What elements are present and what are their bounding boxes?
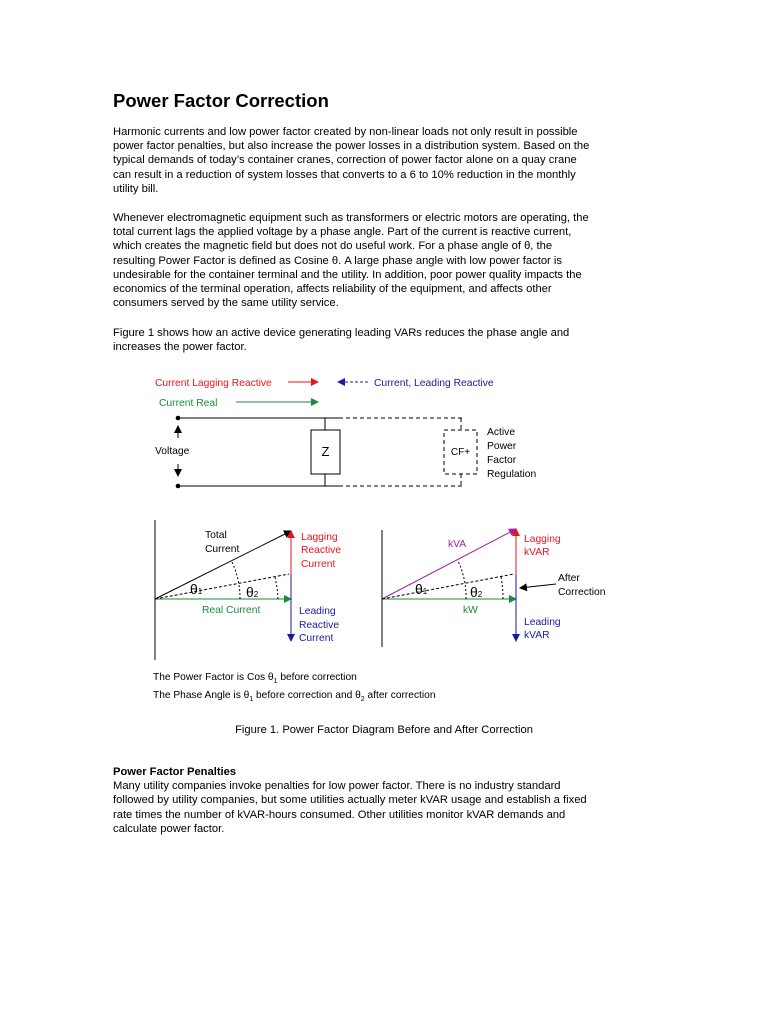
after-correction-label: Correction <box>558 587 606 598</box>
text-line: Many utility companies invoke penalties for low power factor. There is no industry standard <box>113 780 561 793</box>
real-current-label: Real Current <box>202 605 261 616</box>
theta1-label: θ1 <box>415 581 428 597</box>
device-caption-line: Factor <box>487 455 517 466</box>
text-line: resulting Power Factor is defined as Cosine θ. A large phase angle with low power factor is <box>113 254 562 267</box>
total-current-label: Current <box>205 544 240 555</box>
kw-label: kW <box>463 605 478 616</box>
power-factor-note: The Power Factor is Cos $\theta_1$ before correction <box>153 672 357 686</box>
legend-real-label: Current Real <box>159 398 218 409</box>
text-line: typical demands of today’s container cranes, correction of power factor alone on a quay crane <box>113 154 577 167</box>
leading-reactive-label: Current <box>299 633 334 644</box>
total-current-label: Total <box>205 530 227 541</box>
text-line: followed by utility companies, but some utilities actually meter kVAR usage and establish a fixed <box>113 794 587 807</box>
section-heading: Power Factor Penalties <box>113 766 237 778</box>
leading-kvar-label: Leading <box>524 617 561 628</box>
load-label: Z <box>321 444 330 459</box>
figure-caption: Figure 1. Power Factor Diagram Before and After Correction <box>235 724 533 736</box>
text-line: Harmonic currents and low power factor created by non-linear loads not only result in possible <box>113 126 578 138</box>
text-line: economics of the terminal operation, affects reliability of the equipment, and affects other <box>113 283 552 296</box>
device-label: CF+ <box>450 447 471 458</box>
lagging-kvar-label: Lagging <box>524 534 561 545</box>
theta2-label: θ2 <box>246 584 259 600</box>
text-line: increases the power factor. <box>113 341 247 354</box>
device-caption-line: Regulation <box>487 469 537 480</box>
lagging-reactive-label: Current <box>301 559 336 570</box>
voltage-label: Voltage <box>155 446 190 457</box>
total-current-vector <box>155 531 291 599</box>
text-line: undesirable for the container terminal and the utility. In addition, poor power quality impacts the <box>113 268 582 281</box>
text-line: utility bill. <box>113 182 159 195</box>
text-line: which creates the magnetic field but does not do useful work. For a phase angle of θ, the <box>113 240 553 253</box>
terminal-dot <box>176 416 181 421</box>
after-correction-pointer <box>520 584 556 588</box>
leading-reactive-label: Leading <box>299 606 336 617</box>
text-line: rate times the number of kVAR-hours consumed. Other utilities monitor kVAR demands and <box>113 808 566 821</box>
device-caption-line: Power <box>487 441 517 452</box>
circuit-diagram <box>155 416 537 489</box>
figure-legend <box>155 378 494 409</box>
leading-reactive-label: Reactive <box>299 620 340 631</box>
lagging-kvar-label: kVAR <box>524 547 550 558</box>
legend-lagging-label: Current Lagging Reactive <box>155 378 272 389</box>
theta1-arc <box>232 562 240 599</box>
corrected-current-vector <box>155 574 289 599</box>
phase-angle-note: The Phase Angle is $\theta_1$ before correction and $\theta_2$ after correction <box>153 690 436 704</box>
text-line: power factor penalties, but also increase the power losses in a distribution system. Based on the <box>113 140 590 153</box>
terminal-dot <box>176 484 181 489</box>
lagging-reactive-label: Lagging <box>301 532 338 543</box>
leading-kvar-label: kVAR <box>524 630 550 641</box>
text-line: Figure 1 shows how an active device generating leading VARs reduces the phase angle and <box>113 327 570 339</box>
text-line: total current lags the applied voltage by a phase angle. Part of the current is reactive current, <box>113 226 572 239</box>
text-line: Whenever electromagnetic equipment such as transformers or electric motors are operating, the <box>113 212 589 224</box>
page-title: Power Factor Correction <box>113 90 329 111</box>
text-line: can result in a reduction of system losses that converts to a 6 to 10% reduction in the monthly <box>113 168 576 181</box>
kva-label: kVA <box>448 539 467 550</box>
theta2-arc <box>501 577 503 599</box>
legend-leading-label: Current, Leading Reactive <box>374 378 494 389</box>
device-caption-line: Active <box>487 427 516 438</box>
after-correction-diagram <box>382 529 606 647</box>
theta2-label: θ2 <box>470 584 483 600</box>
lagging-reactive-label: Reactive <box>301 545 342 556</box>
theta1-arc <box>458 561 466 599</box>
before-correction-diagram <box>155 520 341 660</box>
theta2-arc <box>275 577 278 599</box>
penalties-section <box>113 765 658 836</box>
after-correction-label: After <box>558 573 580 584</box>
text-line: consumers served by the same utility service. <box>113 297 339 310</box>
theta1-label: θ1 <box>190 581 203 597</box>
corrected-kva-vector <box>382 574 514 599</box>
text-line: calculate power factor. <box>113 822 225 835</box>
